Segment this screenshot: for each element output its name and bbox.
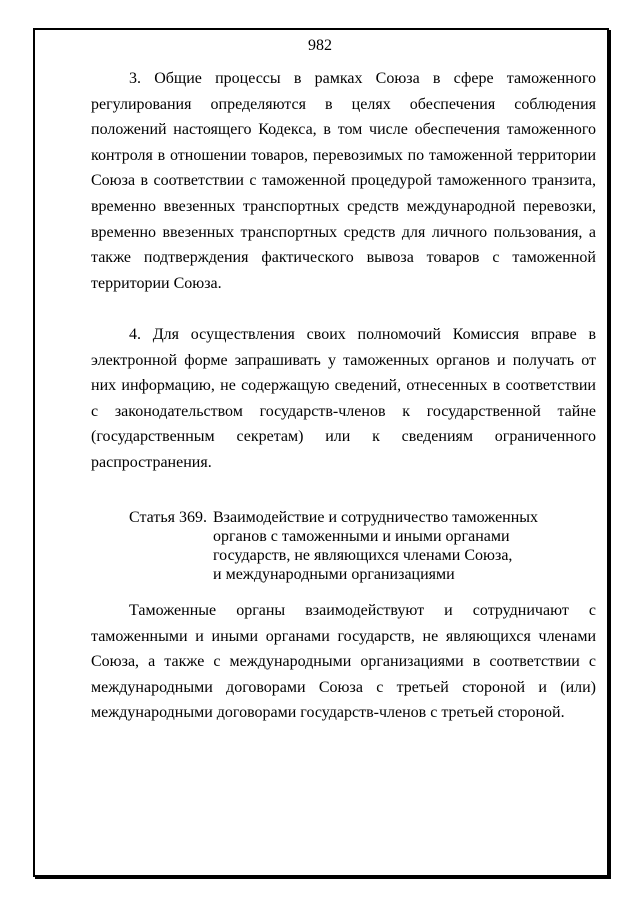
article-title-line: и международными организациями — [213, 566, 455, 583]
article-title-line: Взаимодействие и сотрудничество таможенных — [213, 509, 539, 526]
paragraph-3: 3. Общие процессы в рамках Союза в сфере таможенного регулирования определяются в целях обеспечения соблюдения положений настоящего Кодекса, в том числе обеспечения таможенного контроля в отношении товаров, перевозимых по таможенной территории Союза в соответствии с таможенной процедурой таможенного транзита, временно ввезенных транспортных средств международной перевозки, временно ввезенных транспортных средств для личного пользования, а также подтверждения фактического вывоза товаров с таможенной территории Союза. — [91, 70, 596, 292]
article-title — [213, 508, 573, 584]
article-title-line: государств, не являющихся членами Союза, — [213, 547, 513, 564]
article-body-paragraph: Таможенные органы взаимодействуют и сотрудничают с таможенными и иными органами государств, не являющихся членами Союза, а также с международными организациями в соответствии с международными договорами Союза с третьей стороной и (или) международными договорами государств-членов с третьей стороной. — [91, 602, 596, 722]
article-title-line: органов с таможенными и иными органами — [213, 528, 510, 545]
page-number: 982 — [308, 37, 332, 54]
article-number: Статья 369. — [129, 509, 207, 526]
paragraph-4: 4. Для осуществления своих полномочий Комиссия вправе в электронной форме запрашивать у таможенных органов и получать от них информацию, не содержащую сведений, отнесенных в соответствии с законодательством государств-членов к государственной тайне (государственным секретам) или к сведениям ограниченного распространения. — [91, 326, 596, 471]
